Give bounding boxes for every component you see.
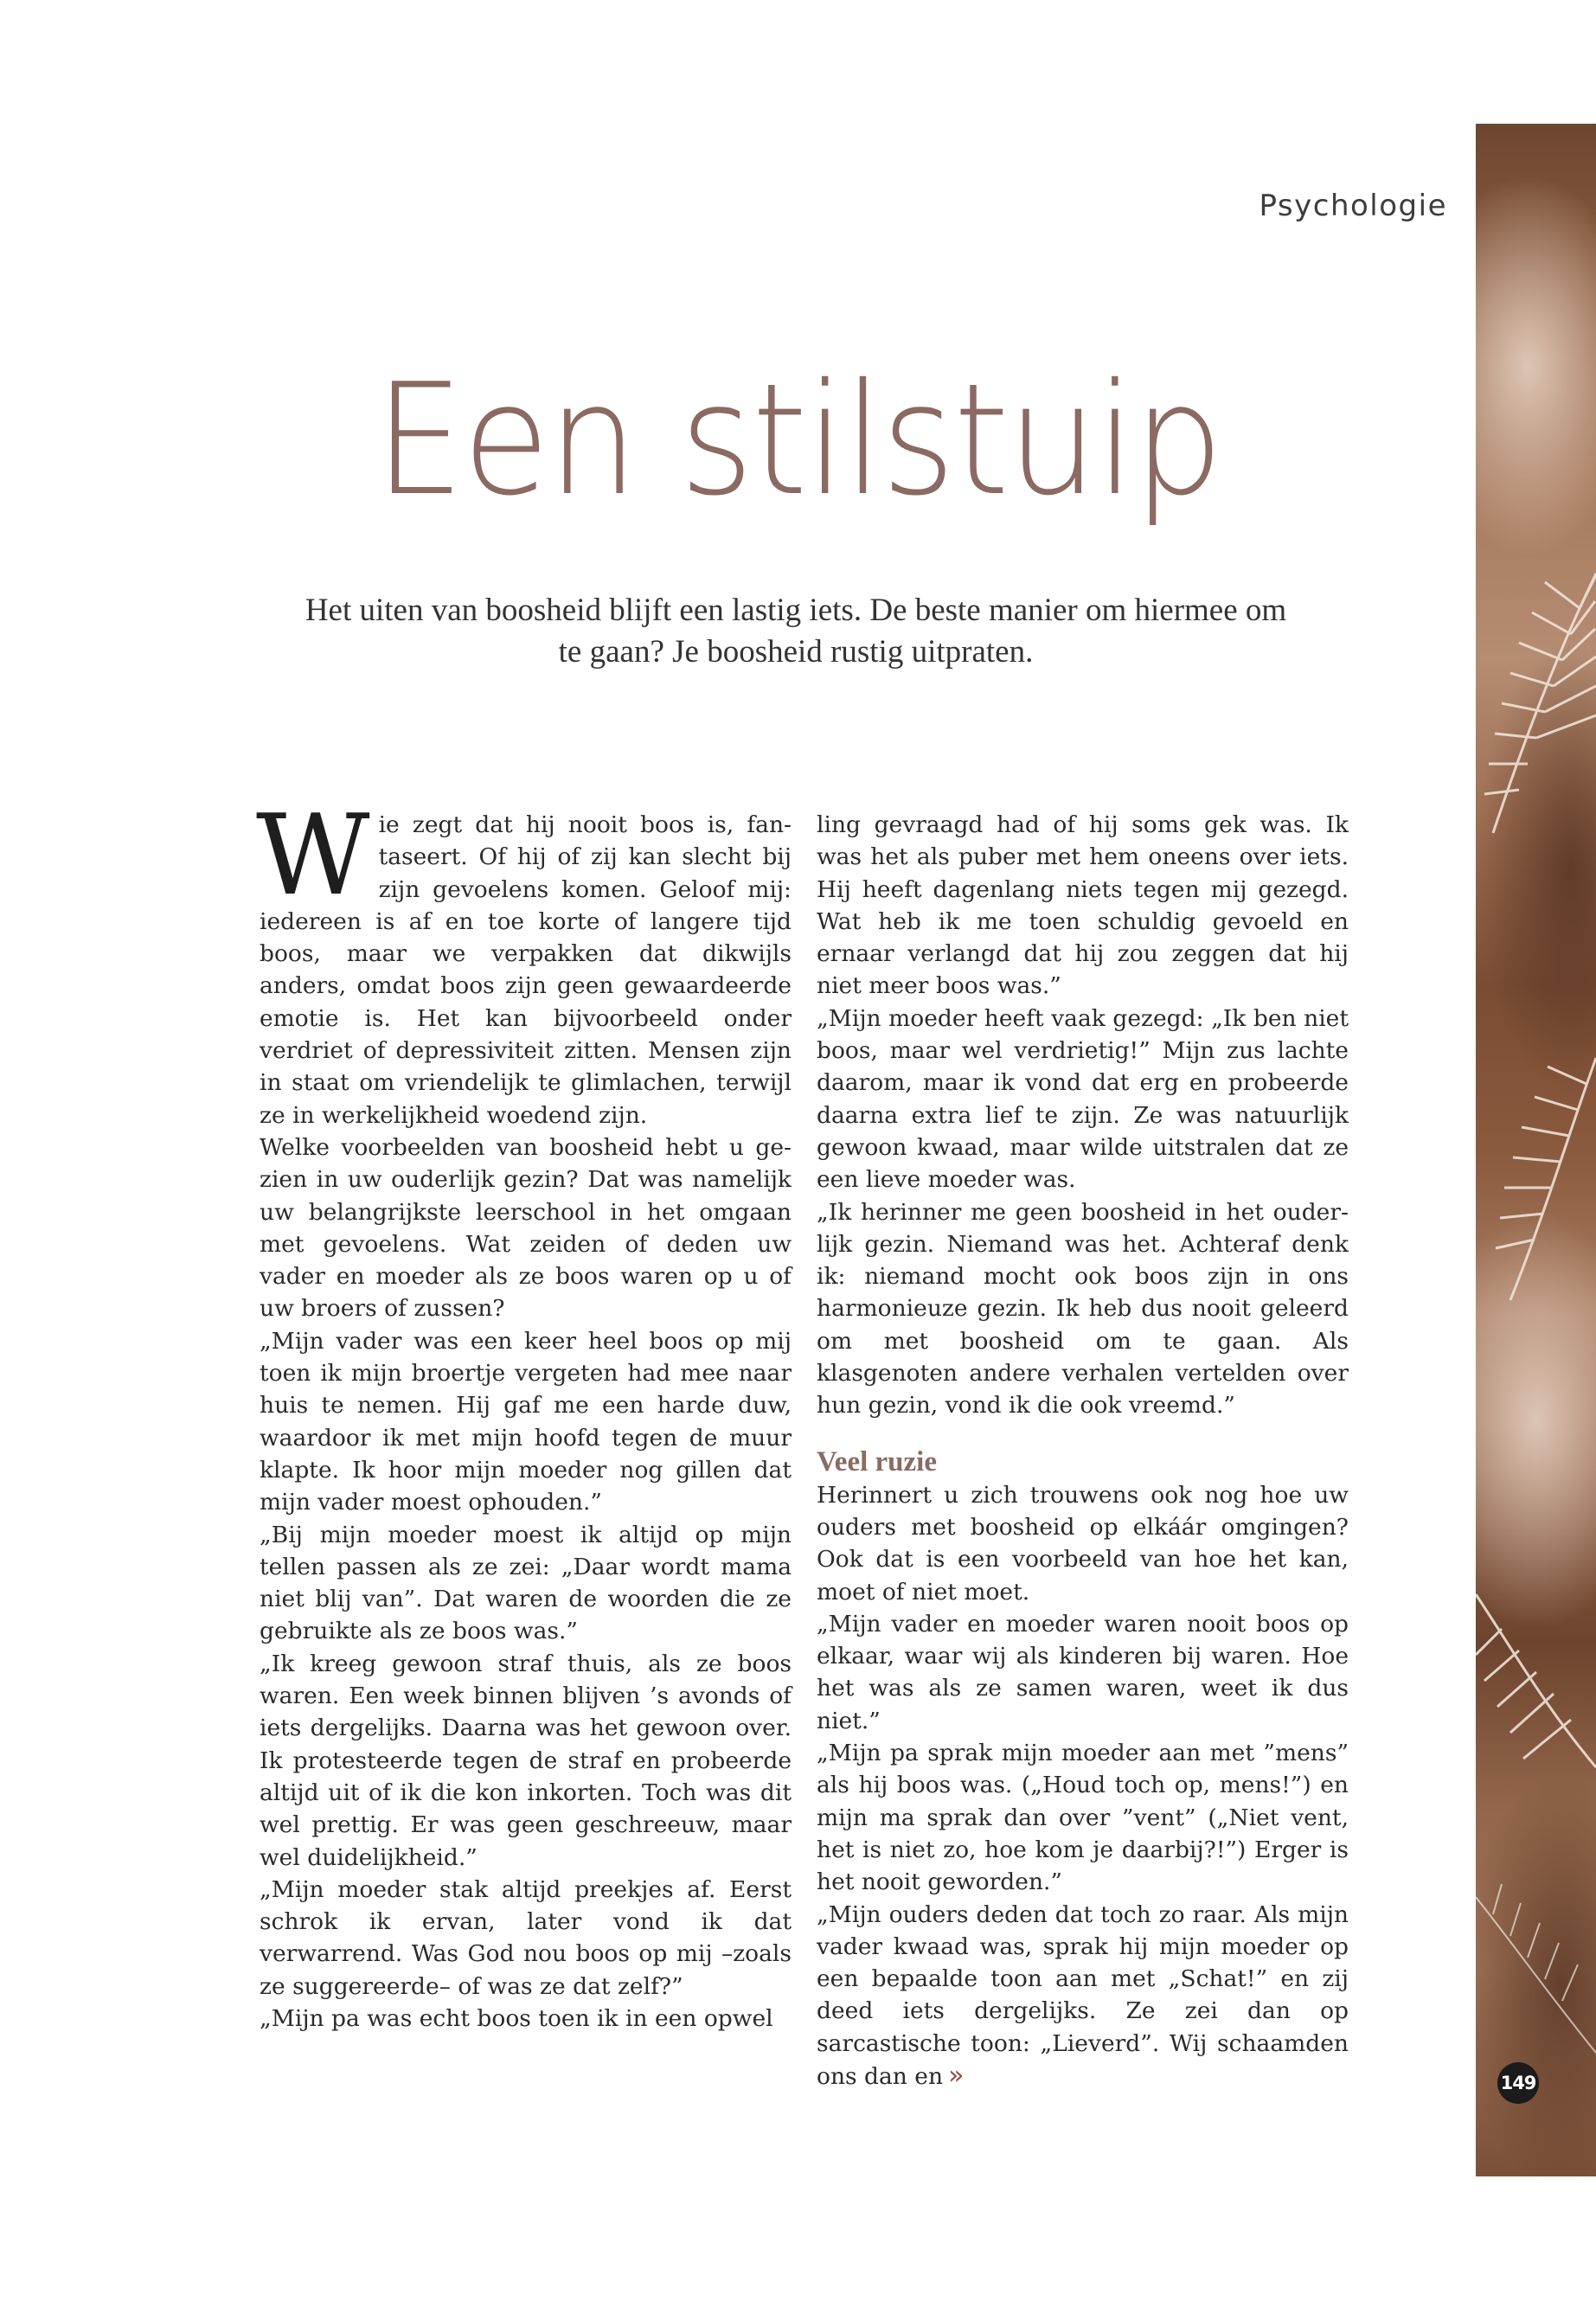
article-title: Een stilstuip — [375, 350, 1222, 529]
body-paragraph: Welke voorbeelden van boosheid hebt u gezien in uw ouderlijk gezin? Dat was namelijk uw belangrijkste leerschool in het omgaan met gevoelens. Wat zeiden of deden uw vader en moeder als ze boos waren op u of uw broers of zussen? — [260, 1133, 792, 1323]
body-paragraph: „Mijn vader en moeder waren nooit boos op elkaar, waar wij als kinderen bij waren. Hoe het was als ze samen waren, weet ik dus niet.” — [817, 1610, 1349, 1734]
body-paragraph: Wie zegt dat hij nooit boos is, fantaseert. Of hij of zij kan slecht bij zijn gevoelens komen. Geloof mij: iedereen is af en toe korte of langere tijd boos, maar we verpakken dat dikwijls anders, omdat boos zijn geen gewaardeerde emotie is. Het kan bijvoorbeeld onder verdriet of depressiviteit zitten. Mensen zijn in staat om vriendelijk te glimlachen, terwijl ze in werkelijkheid woedend zijn. — [256, 792, 792, 1129]
double-chevron-right-icon: » — [948, 2060, 965, 2091]
body-paragraph: „Mijn vader was een keer heel boos op mij toen ik mijn broertje vergeten had mee naar huis te nemen. Hij gaf me een harde duw, waardoor ik met mijn hoofd tegen de muur klapte. Ik hoor mijn moeder nog gillen dat mijn vader moest ophouden.” — [260, 1327, 792, 1516]
body-paragraph: ling gevraagd had of hij soms gek was. Ik was het als puber met hem oneens over iets. Hij heeft dagenlang niets tegen mij gezegd. Wat heb ik me toen schuldig gevoeld en ernaar verlangd dat hij zou zeggen dat hij niet meer boos was.” — [817, 811, 1349, 1000]
body-paragraph: „Mijn moeder stak altijd preekjes af. Eerst schrok ik ervan, later vond ik dat verwarrend. Was God nou boos op mij –zoals ze suggereerde– of was ze dat zelf?” — [260, 1875, 792, 2000]
article-column-left — [256, 792, 792, 2035]
section-subhead: Veel ruzie — [817, 1445, 937, 1477]
section-label: Psychologie — [1259, 189, 1447, 223]
body-paragraph: „Mijn moeder heeft vaak gezegd: „Ik ben niet boos, maar wel verdrietig!” Mijn zus lachte daarom, maar ik vond dat erg en probeerde daarna extra lief te zijn. Ze was natuurlijk gewoon kwaad, maar wilde uitstralen dat ze een lieve moeder was. — [817, 1004, 1349, 1194]
body-paragraph: „Mijn ouders deden dat toch zo raar. Als mijn vader kwaad was, sprak hij mijn moeder op een bepaalde toon aan met „Schat!” en zij deed iets dergelijks. Ze zei dan op sarcastische toon: „Lieverd”. Wij schaamden ons dan en » — [817, 1900, 1349, 2091]
page-number-badge: 149 — [1497, 2062, 1539, 2104]
body-paragraph: „Mijn pa was echt boos toen ik in een opwel — [260, 2004, 773, 2032]
body-paragraph: Herinnert u zich trouwens ook nog hoe uw ouders met boosheid op elkáár omgingen? Ook dat is een voorbeeld van hoe het kan, moet of niet moet. — [817, 1481, 1349, 1606]
body-paragraph: „Mijn pa sprak mijn moeder aan met ”mens” als hij boos was. („Houd toch op, mens!”) en mijn ma sprak dan over ”vent” („Niet vent, het is niet zo, hoe kom je daarbij?!”) Erger is het nooit geworden.” — [817, 1740, 1349, 1896]
body-paragraph: „Ik kreeg gewoon straf thuis, als ze boos waren. Een week binnen blijven ’s avonds of iets dergelijks. Daarna was het gewoon over. Ik protesteerde tegen de straf en probeerde altijd uit of ik die kon inkorten. Toch was dit wel prettig. Er was geen geschreeuw, maar wel duidelijkheid.” — [260, 1650, 792, 1871]
article-column-right — [817, 809, 1349, 2093]
body-paragraph: „Bij mijn moeder moest ik altijd op mijn tellen passen als ze zei: „Daar wordt mama niet blij van”. Dat waren de woorden die ze gebruikte als ze boos was.” — [260, 1521, 792, 1645]
article-lead: Het uiten van boosheid blijft een lastig iets. De beste manier om hiermee om te gaan? Je boosheid rustig uitpraten. — [304, 593, 1287, 670]
drop-cap: W — [256, 792, 370, 920]
body-paragraph: „Ik herinner me geen boosheid in het ouderlijk gezin. Niemand was het. Achteraf denk ik: niemand mocht ook boos zijn in ons harmonieuze gezin. Ik heb dus nooit geleerd om met boosheid om te gaan. Als klasgenoten andere verhalen vertelden over hun gezin, vond ik die ook vreemd.” — [817, 1198, 1349, 1420]
